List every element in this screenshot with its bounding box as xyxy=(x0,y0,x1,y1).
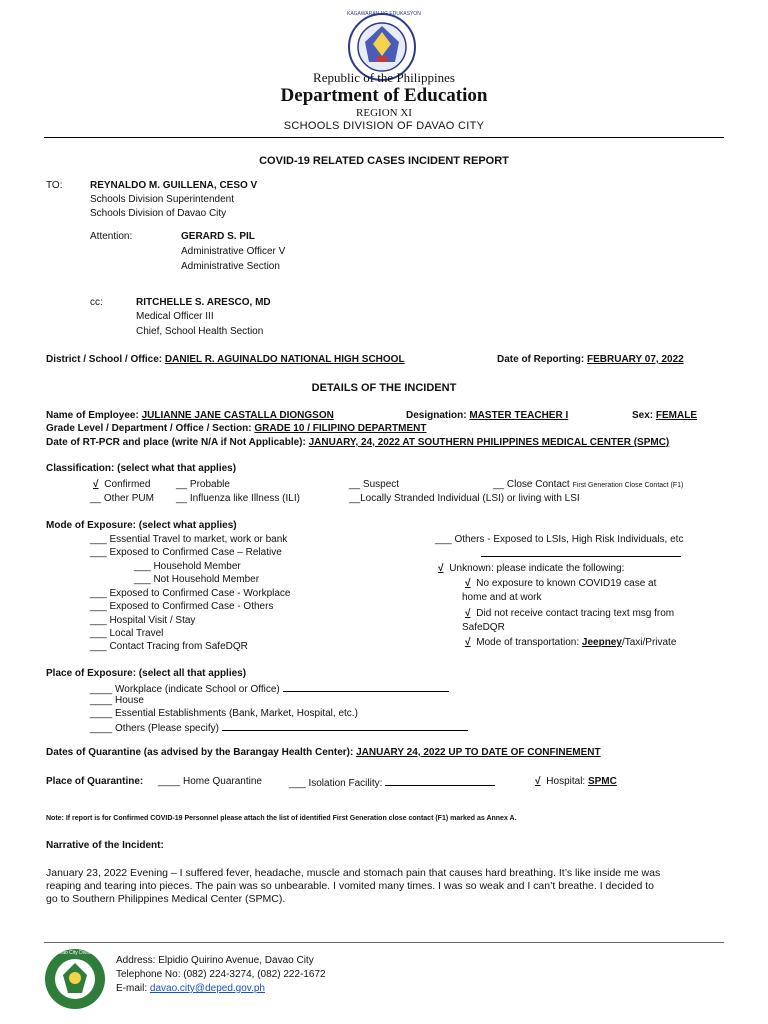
district-row xyxy=(46,354,405,365)
no-tracing-line2: SafeDQR xyxy=(462,622,505,633)
exposure-item: ___ Household Member xyxy=(134,561,241,572)
footer-rule xyxy=(44,942,724,943)
quarantine-dates-value: JANUARY 24, 2022 UP TO DATE OF CONFINEMENT xyxy=(356,747,601,758)
place-others-blank xyxy=(222,721,468,731)
division-line: SCHOOLS DIVISION OF DAVAO CITY xyxy=(283,120,485,132)
details-heading: DETAILS OF THE INCIDENT xyxy=(311,382,457,394)
transport-label: Mode of transportation: xyxy=(476,637,580,648)
designation-row xyxy=(406,410,568,421)
quarantine-isolation-label: ___ Isolation Facility: xyxy=(289,778,383,789)
exposure-item: ___ Essential Travel to market, work or bank xyxy=(90,534,288,545)
department-title: Department of Education xyxy=(280,85,488,106)
designation-label: Designation: xyxy=(406,410,467,421)
classification-label: Classification: (select what that applies) xyxy=(46,463,237,474)
no-tracing-label: Did not receive contact tracing text msg from xyxy=(476,608,675,619)
rtpcr-row xyxy=(46,437,669,448)
footer-email-label: E-mail: xyxy=(116,983,148,994)
place-others xyxy=(90,721,468,734)
employee-name-label: Name of Employee: xyxy=(46,410,139,421)
to-label: TO: xyxy=(46,180,63,191)
quarantine-home: ____ Home Quarantine xyxy=(158,776,262,787)
region-line: REGION XI xyxy=(356,107,412,119)
no-tracing-check: √ xyxy=(465,608,471,619)
grade-label: Grade Level / Department / Office / Section: xyxy=(46,423,252,434)
classification-ili xyxy=(176,493,300,504)
ili-label: Influenza like Illness (ILI) xyxy=(189,493,300,504)
grade-value: GRADE 10 / FILIPINO DEPARTMENT xyxy=(254,423,427,434)
narrative-line: go to Southern Philippines Medical Center (SPMC). xyxy=(46,893,286,905)
exposure-item: ___ Exposed to Confirmed Case – Relative xyxy=(90,547,282,558)
ili-blank: __ xyxy=(176,493,188,504)
division-logo xyxy=(44,948,106,1010)
hospital-check: √ xyxy=(535,776,541,787)
hospital-label: Hospital: xyxy=(546,776,586,787)
no-exposure-line2: home and at work xyxy=(462,592,542,603)
attention-line2: Administrative Section xyxy=(181,261,280,272)
suspect-label: Suspect xyxy=(362,479,400,490)
to-name: REYNALDO M. GUILLENA, CESO V xyxy=(90,180,258,191)
reporting-date-label: Date of Reporting: xyxy=(497,354,585,365)
transport-row xyxy=(462,637,676,648)
sex-value: FEMALE xyxy=(655,410,698,421)
attention-label: Attention: xyxy=(90,231,133,242)
classification-confirmed xyxy=(90,479,150,490)
unknown-label: Unknown: please indicate the following: xyxy=(449,563,625,574)
narrative-line: reaping and tearing into pieces. The pain was so unbearable. I vomited many times. I was so weak and I can’t breathe. I decided to xyxy=(46,880,654,892)
exposure-item: ___ Exposed to Confirmed Case - Others xyxy=(90,601,274,612)
republic-line: Republic of the Philippines xyxy=(313,70,455,85)
place-house: ____ House xyxy=(90,695,144,706)
confirmed-check: √ xyxy=(93,479,99,490)
no-exposure-label: No exposure to known COVID19 case at xyxy=(476,578,657,589)
cc-name: RITCHELLE S. ARESCO, MD xyxy=(136,297,271,308)
quarantine-isolation-blank xyxy=(385,776,495,786)
cc-line1: Medical Officer III xyxy=(136,311,214,322)
to-line2: Schools Division of Davao City xyxy=(90,208,227,219)
classification-other-pum xyxy=(90,493,154,504)
district-value: DANIEL R. AGUINALDO NATIONAL HIGH SCHOOL xyxy=(164,354,405,365)
place-workplace xyxy=(90,682,449,695)
classification-probable xyxy=(176,479,230,490)
classification-lsi xyxy=(349,493,580,504)
hospital-value: SPMC xyxy=(587,776,617,787)
sex-label: Sex: xyxy=(632,410,654,421)
other-pum-label: Other PUM xyxy=(103,493,154,504)
transport-selected: Jeepney xyxy=(581,637,622,648)
header-rule xyxy=(44,137,724,138)
lsi-blank: __ xyxy=(349,493,361,504)
cc-label: cc: xyxy=(90,297,103,308)
exposure-item: ___ Contact Tracing from SafeDQR xyxy=(90,641,248,652)
quarantine-hospital xyxy=(532,776,617,787)
transport-rest: /Taxi/Private xyxy=(621,637,677,648)
exposure-unknown xyxy=(435,563,624,574)
exposure-item: ___ Local Travel xyxy=(90,628,164,639)
no-exposure-check: √ xyxy=(465,578,471,589)
footer-email-link[interactable]: davao.city@deped.gov.ph xyxy=(149,983,265,994)
place-others-label: ____ Others (Please specify) xyxy=(90,723,219,734)
classification-close-contact xyxy=(493,479,683,490)
footer-telephone: Telephone No: (082) 224-3274, (082) 222-1672 xyxy=(116,969,326,980)
narrative-label: Narrative of the Incident: xyxy=(46,840,164,851)
report-title: COVID-19 RELATED CASES INCIDENT REPORT xyxy=(259,155,509,167)
designation-value: MASTER TEACHER I xyxy=(469,410,569,421)
attention-name: GERARD S. PIL xyxy=(181,231,255,242)
close-contact-label: Close Contact xyxy=(506,479,570,490)
footer-address: Address: Elpidio Quirino Avenue, Davao City xyxy=(116,955,314,966)
no-tracing-row xyxy=(462,608,674,619)
rtpcr-value: JANUARY, 24, 2022 AT SOUTHERN PHILIPPINES MEDICAL CENTER (SPMC) xyxy=(308,437,670,448)
transport-check: √ xyxy=(465,637,471,648)
employee-name-value: JULIANNE JANE CASTALLA DIONGSON xyxy=(141,410,334,421)
quarantine-dates-row xyxy=(46,747,601,758)
cc-line2: Chief, School Health Section xyxy=(136,326,264,337)
suspect-blank: __ xyxy=(349,479,361,490)
quarantine-place-label: Place of Quarantine: xyxy=(46,776,144,787)
district-label: District / School / Office: xyxy=(46,354,163,365)
employee-name-row xyxy=(46,410,334,421)
first-gen-label: First Generation Close Contact (F1) xyxy=(572,482,684,489)
division-logo-text: Davao City Division xyxy=(53,950,97,956)
rtpcr-label: Date of RT-PCR and place (write N/A if Not Applicable): xyxy=(46,437,306,448)
quarantine-dates-label: Dates of Quarantine (as advised by the Barangay Health Center): xyxy=(46,747,354,758)
reporting-date-row xyxy=(497,354,684,365)
to-line1: Schools Division Superintendent xyxy=(90,194,234,205)
narrative-line: January 23, 2022 Evening – I suffered fever, headache, muscle and stomach pain that causes hard breathing. It’s like inside me was xyxy=(46,867,661,879)
note: Note: If report is for Confirmed COVID-19 Personnel please attach the list of identified First Generation close contact (F1) marked as Annex A. xyxy=(46,815,517,822)
grade-row xyxy=(46,423,426,434)
footer-email-row xyxy=(116,983,265,994)
lsi-label: Locally Stranded Individual (LSI) or living with LSI xyxy=(360,493,580,504)
confirmed-label: Confirmed xyxy=(104,479,151,490)
no-exposure-row xyxy=(462,578,656,589)
exposure-item: ___ Exposed to Confirmed Case - Workplace xyxy=(90,588,291,599)
classification-suspect xyxy=(349,479,399,490)
place-exposure-label: Place of Exposure: (select all that applies) xyxy=(46,668,247,679)
place-workplace-label: ____ Workplace (indicate School or Office) xyxy=(90,684,280,695)
place-establishments: ____ Essential Establishments (Bank, Market, Hospital, etc.) xyxy=(90,708,358,719)
seal-ring-text: KAGAWARAN NG EDUKASYON xyxy=(347,11,421,17)
place-workplace-blank xyxy=(283,682,449,692)
unknown-check: √ xyxy=(438,563,444,574)
exposure-others-line xyxy=(481,556,681,557)
exposure-item: ___ Hospital Visit / Stay xyxy=(90,615,196,626)
quarantine-isolation xyxy=(289,776,495,789)
sex-row xyxy=(632,410,697,421)
other-pum-blank: __ xyxy=(90,493,102,504)
reporting-date-value: FEBRUARY 07, 2022 xyxy=(587,354,684,365)
probable-label: Probable xyxy=(189,479,230,490)
attention-line1: Administrative Officer V xyxy=(181,246,286,257)
close-contact-blank: __ xyxy=(493,479,505,490)
exposure-item: ___ Not Household Member xyxy=(134,574,260,585)
probable-blank: __ xyxy=(176,479,188,490)
exposure-others: ___ Others - Exposed to LSIs, High Risk Individuals, etc xyxy=(435,534,684,545)
exposure-label: Mode of Exposure: (select what applies) xyxy=(46,520,237,531)
